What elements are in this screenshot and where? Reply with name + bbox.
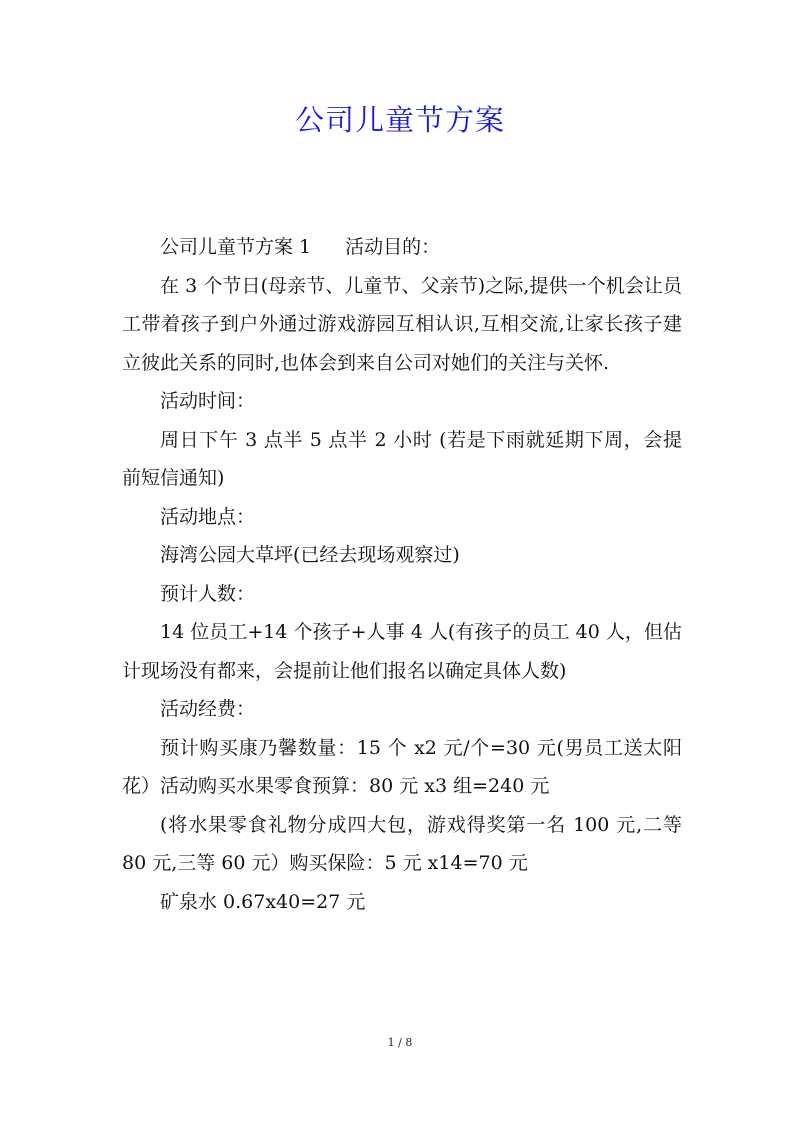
paragraph-budget-flowers: 预计购买康乃馨数量：15 个 x2 元/个=30 元(男员工送太阳花）活动购买水果零食预算：80 元 x3 组=240 元 (122, 736, 682, 797)
document-body (122, 228, 682, 921)
section-heading-line (122, 228, 682, 267)
paragraph-budget-prizes: (将水果零食礼物分成四大包，游戏得奖第一名 100 元,二等 80 元,三等 60 元）购买保险：5 元 x14=70 元 (122, 813, 682, 874)
paragraph-time: 周日下午 3 点半 5 点半 2 小时 (若是下雨就延期下周，会提前短信通知) (122, 428, 682, 489)
page-number: 1 / 8 (387, 1036, 413, 1049)
document-title: 公司儿童节方案 (294, 103, 505, 137)
section-heading: 公司儿童节方案 1 (160, 236, 312, 258)
section-subheading: 活动目的： (345, 236, 441, 258)
paragraph-headcount: 14 位员工+14 个孩子+人事 4 人(有孩子的员工 40 人，但估计现场没有都来，会提前让他们报名以确定具体人数) (122, 621, 682, 682)
label-budget: 活动经费： (160, 698, 256, 720)
paragraph-budget-water: 矿泉水 0.67x40=27 元 (160, 890, 366, 913)
paragraph-purpose: 在 3 个节日(母亲节、儿童节、父亲节)之际,提供一个机会让员工带着孩子到户外通过游戏游园互相认识,互相交流,让家长孩子建立彼此关系的同时,也体会到来自公司对她们的关注与关怀. (122, 274, 682, 374)
label-headcount: 预计人数： (160, 582, 256, 605)
label-time: 活动时间： (160, 390, 256, 412)
label-location: 活动地点： (160, 505, 256, 528)
paragraph-location: 海湾公园大草坪(已经去现场观察过) (160, 544, 460, 566)
